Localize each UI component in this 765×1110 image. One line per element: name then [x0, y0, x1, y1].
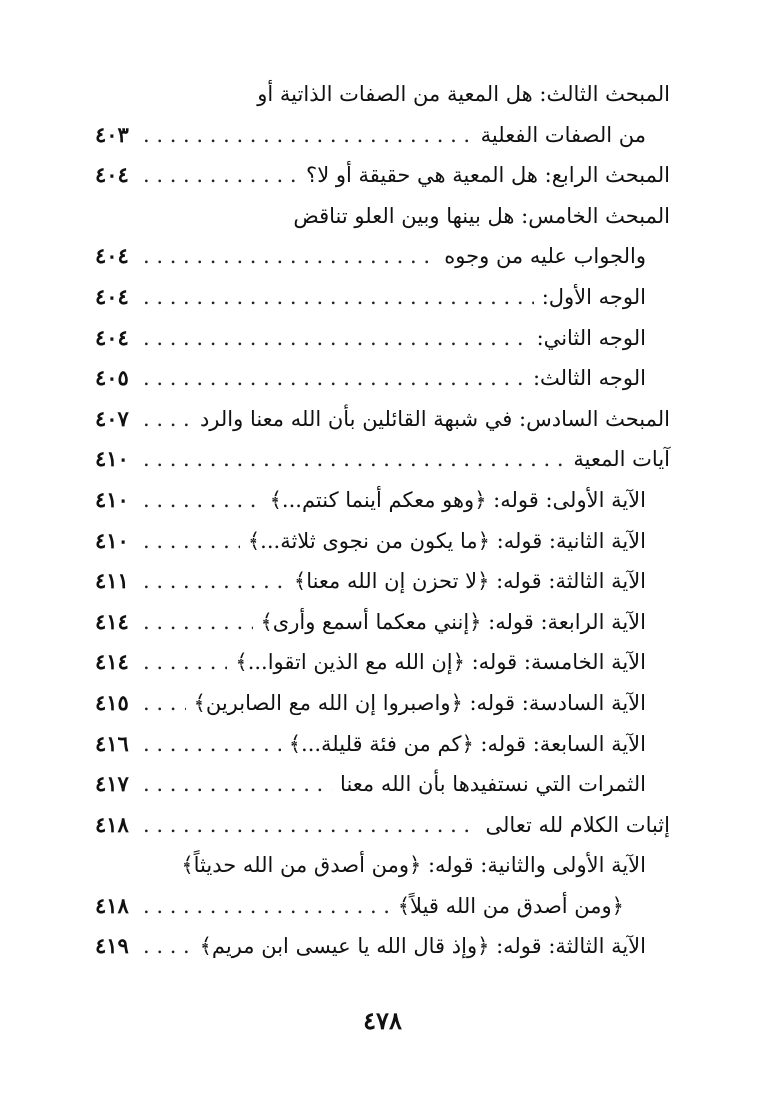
entry-title: آيات المعية: [573, 447, 670, 472]
entry-title: الثمرات التي نستفيدها بأن الله معنا: [340, 772, 646, 797]
toc-entry: [95, 805, 670, 846]
dot-leader: [143, 886, 390, 927]
toc-entry: [95, 724, 670, 765]
dot-leader: [143, 155, 298, 196]
entry-title: الآية الثالثة: قوله: ﴿وإذ قال الله يا عيسى ابن مريم﴾: [199, 934, 646, 959]
toc-entry: [95, 115, 670, 156]
entry-title: ﴿ومن أصدق من الله قيلاً﴾: [397, 893, 624, 918]
entry-page: ٤٠٤: [95, 324, 129, 350]
entry-title: إثبات الكلام لله تعالى: [485, 812, 670, 837]
entry-page: ٤٠٤: [95, 283, 129, 309]
table-of-contents: [95, 74, 670, 967]
entry-title: من الصفات الفعلية: [480, 122, 646, 147]
entry-page: ٤١٩: [95, 933, 129, 959]
entry-page: ٤٠٤: [95, 243, 129, 269]
entry-page: ٤٠٣: [95, 121, 129, 147]
dot-leader: [143, 399, 192, 440]
toc-entry: [95, 886, 670, 927]
dot-leader: [143, 683, 186, 724]
entry-title: الوجه الثاني:: [536, 325, 646, 350]
entry-title: الآية الرابعة: قوله: ﴿إنني معكما أسمع وأرى﴾: [260, 609, 646, 634]
entry-title: الآية الثانية: قوله: ﴿ما يكون من نجوى ثلاثة...﴾: [247, 528, 646, 553]
entry-page: ٤٠٧: [95, 405, 129, 431]
entry-page: ٤١٠: [95, 446, 129, 472]
toc-entry: [95, 602, 670, 643]
entry-title: المبحث الرابع: هل المعية هي حقيقة أو لا؟: [306, 163, 670, 188]
entry-page: ٤١٥: [95, 689, 129, 715]
toc-entry: [95, 561, 670, 602]
entry-title: الآية الخامسة: قوله: ﴿إن الله مع الذين اتقوا...﴾: [235, 650, 646, 675]
entry-page: ٤١٠: [95, 527, 129, 553]
entry-title: الآية الأولى: قوله: ﴿وهو معكم أينما كنتم...﴾: [269, 487, 646, 512]
entry-title: الآية السادسة: قوله: ﴿واصبروا إن الله مع الصابرين﴾: [193, 690, 646, 715]
entry-title: المبحث الخامس: هل بينها وبين العلو تناقض: [293, 203, 670, 228]
dot-leader: [143, 318, 529, 359]
toc-entry: [95, 236, 670, 277]
toc-entry: [95, 196, 670, 237]
toc-entry: [95, 764, 670, 805]
entry-page: ٤١٨: [95, 892, 129, 918]
toc-entry: [95, 480, 670, 521]
toc-entry: [95, 277, 670, 318]
toc-entry: [95, 358, 670, 399]
entry-title: المبحث السادس: في شبهة القائلين بأن الله معنا والرد: [199, 406, 670, 431]
entry-page: ٤١٤: [95, 608, 129, 634]
dot-leader: [143, 764, 332, 805]
page-number: ٤٧٨: [363, 1006, 402, 1035]
entry-page: ٤١١: [95, 568, 129, 594]
entry-title: المبحث الثالث: هل المعية من الصفات الذاتية أو: [257, 82, 670, 106]
toc-entry: [95, 683, 670, 724]
dot-leader: [143, 724, 281, 765]
toc-entry: [95, 521, 670, 562]
dot-leader: [143, 521, 240, 562]
entry-page: ٤١٠: [95, 486, 129, 512]
entry-page: ٤٠٤: [95, 162, 129, 188]
dot-leader: [143, 236, 436, 277]
entry-page: ٤١٤: [95, 649, 129, 675]
dot-leader: [143, 805, 478, 846]
entry-title: الآية السابعة: قوله: ﴿كم من فئة قليلة...﴾: [288, 731, 646, 756]
entry-title: والجواب عليه من وجوه: [444, 244, 646, 269]
toc-entry: [95, 642, 670, 683]
toc-entry: [95, 318, 670, 359]
dot-leader: [143, 602, 253, 643]
toc-entry: [95, 74, 670, 115]
dot-leader: [143, 277, 534, 318]
entry-title: الآية الثالثة: قوله: ﴿لا تحزن إن الله معنا﴾: [293, 569, 646, 594]
dot-leader: [143, 358, 525, 399]
dot-leader: [143, 115, 473, 156]
entry-title: الوجه الأول:: [541, 284, 646, 309]
toc-entry: [95, 155, 670, 196]
dot-leader: [143, 480, 262, 521]
toc-entry: [95, 399, 670, 440]
entry-title: الوجه الثالث:: [532, 366, 646, 391]
toc-entry: [95, 439, 670, 480]
entry-page: ٤٠٥: [95, 365, 129, 391]
entry-page: ٤١٦: [95, 730, 129, 756]
dot-leader: [143, 439, 565, 480]
toc-entry: [95, 845, 670, 886]
entry-page: ٤١٨: [95, 811, 129, 837]
toc-entry: [95, 926, 670, 967]
dot-leader: [143, 642, 227, 683]
entry-title: الآية الأولى والثانية: قوله: ﴿ومن أصدق من الله حديثاً﴾: [181, 853, 646, 878]
dot-leader: [143, 926, 192, 967]
dot-leader: [143, 561, 286, 602]
entry-page: ٤١٧: [95, 771, 129, 797]
